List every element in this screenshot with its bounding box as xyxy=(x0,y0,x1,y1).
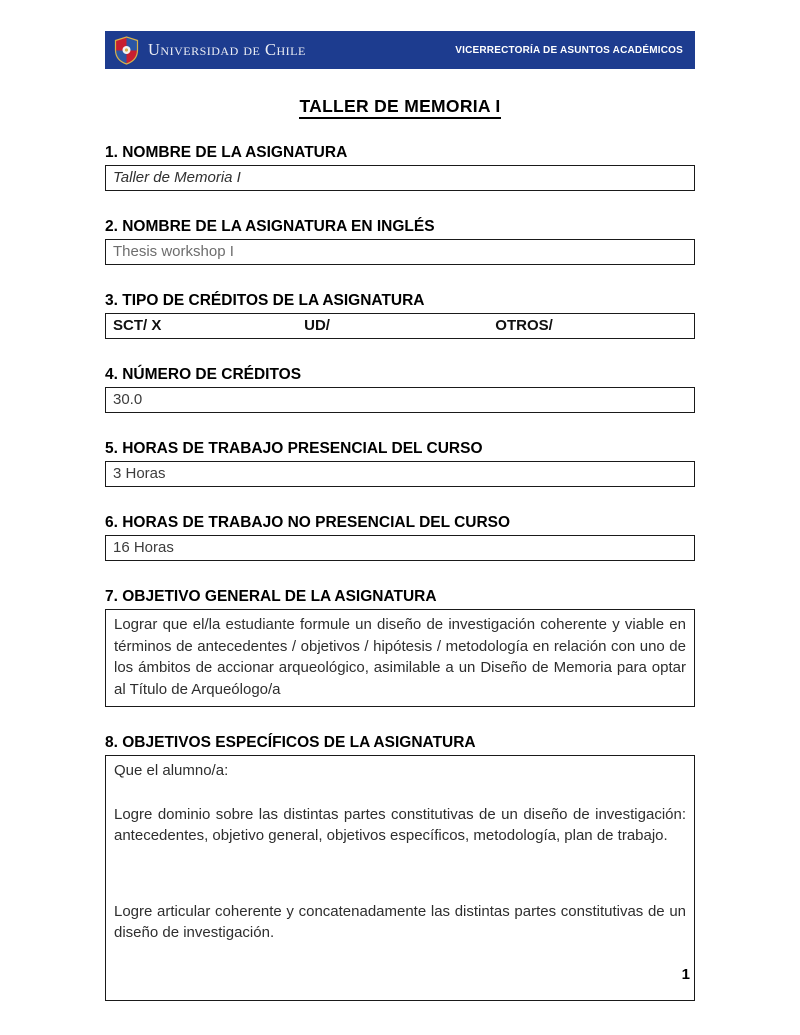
credit-type-otros: OTROS/ xyxy=(495,317,553,334)
section-8-heading: 8. OBJETIVOS ESPECÍFICOS DE LA ASIGNATURA xyxy=(105,734,476,751)
page-title-text: TALLER DE MEMORIA I xyxy=(299,96,500,119)
section-6-heading: 6. HORAS DE TRABAJO NO PRESENCIAL DEL CURSO xyxy=(105,514,511,531)
section-2-heading: 2. NOMBRE DE LA ASIGNATURA EN INGLÉS xyxy=(105,218,435,235)
section-2-value-box: Thesis workshop I xyxy=(105,239,695,265)
section-1-value-box: Taller de Memoria I xyxy=(105,165,695,191)
objective-item-1: Logre dominio sobre las distintas partes constitutivas de un diseño de investigación: antecedentes, objetivo general, objetivos específicos, metodología, plan de trabajo. xyxy=(114,805,686,844)
section-4-heading: 4. NÚMERO DE CRÉDITOS xyxy=(105,366,302,383)
university-name: Universidad de Chile xyxy=(148,40,306,59)
page-title xyxy=(105,96,695,117)
section-5-heading: 5. HORAS DE TRABAJO PRESENCIAL DEL CURSO xyxy=(105,440,483,457)
document-content xyxy=(105,31,695,1001)
section-3-heading: 3. TIPO DE CRÉDITOS DE LA ASIGNATURA xyxy=(105,292,425,309)
credit-type-ud: UD/ xyxy=(304,317,330,334)
section-5-value-box: 3 Horas xyxy=(105,461,695,487)
section-3-credit-type-box xyxy=(105,313,695,339)
objective-item-2: Logre articular coherente y concatenadamente las distintas partes constitutivas de un diseño de investigación. xyxy=(114,902,686,941)
section-7-heading: 7. OBJETIVO GENERAL DE LA ASIGNATURA xyxy=(105,588,437,605)
department-name: VICERRECTORÍA DE ASUNTOS ACADÉMICOS xyxy=(455,44,683,56)
university-shield-icon xyxy=(114,36,139,65)
page-number: 1 xyxy=(681,966,690,983)
section-8-objectives-box xyxy=(105,755,695,1001)
objective-intro: Que el alumno/a: xyxy=(114,762,229,779)
section-4-value-box: 30.0 xyxy=(105,387,695,413)
section-7-objective-box: Lograr que el/la estudiante formule un diseño de investigación coherente y viable en términos de antecedentes / objetivos / hipótesis / metodología en relación con uno de los ámbitos de accionar arqueológico, asimilable a un Diseño de Memoria para optar al Título de Arqueólogo/a xyxy=(105,609,695,707)
letterhead-bar xyxy=(105,31,695,69)
university-brand xyxy=(114,36,306,65)
section-1-heading: 1. NOMBRE DE LA ASIGNATURA xyxy=(105,144,348,161)
section-6-value-box: 16 Horas xyxy=(105,535,695,561)
credit-type-sct: SCT/ X xyxy=(113,317,162,334)
